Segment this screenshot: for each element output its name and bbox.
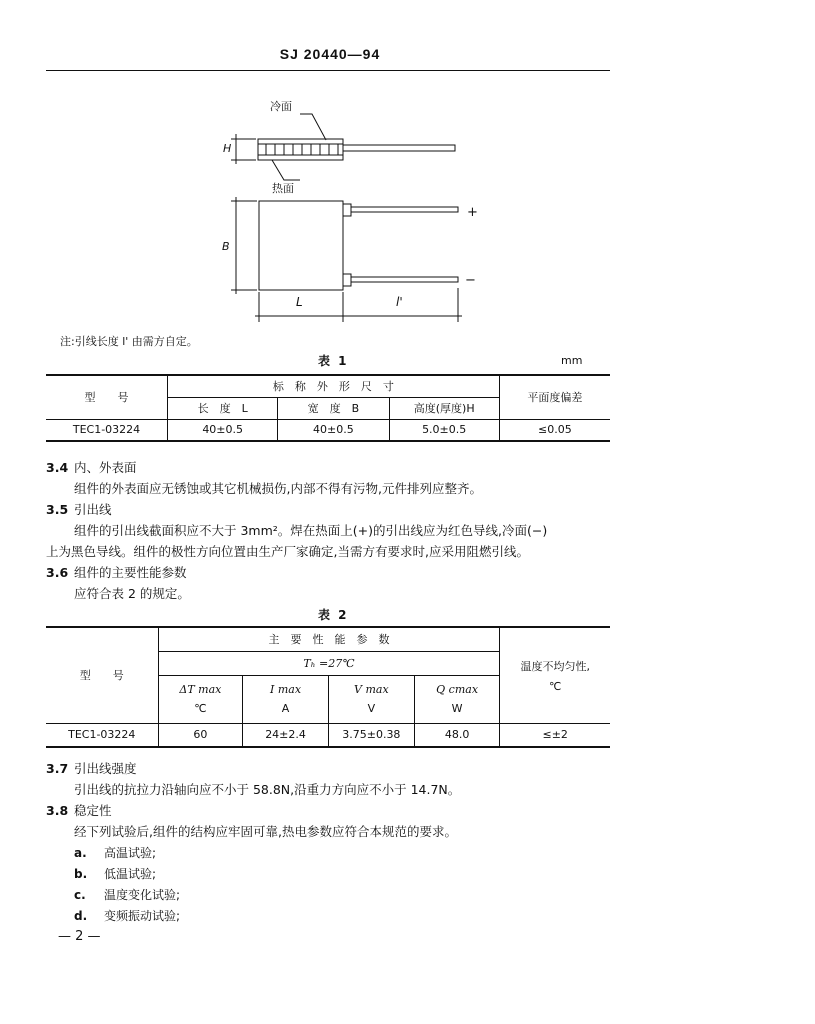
- dim-H-label: H: [223, 142, 232, 155]
- table2-header-dT-unit: ℃: [194, 702, 207, 715]
- table-row: [46, 419, 610, 441]
- table2-header-Q-unit: W: [451, 702, 463, 715]
- table2-header-model: 型 号: [46, 627, 158, 723]
- top-view: [231, 197, 462, 322]
- table1-cell-flatness: ≤0.05: [499, 419, 610, 441]
- figure-note: 注:引线长度 l' 由需方自定。: [60, 335, 198, 348]
- hot-face-label: 热面: [272, 182, 294, 195]
- dim-l-label: l': [396, 295, 403, 309]
- table2-header-Q: [414, 675, 500, 723]
- section-3-5-heading: [46, 500, 112, 518]
- dim-L-label: L: [296, 295, 303, 309]
- table2-cell-V: 3.75±0.38: [328, 723, 414, 747]
- list-item-text: 高温试验;: [104, 846, 157, 860]
- list-item: [74, 865, 156, 882]
- list-item: [74, 844, 156, 861]
- top-view-body: [259, 201, 343, 290]
- table2-header-I-label: I max: [270, 683, 302, 696]
- section-3-4-text: 组件的外表面应无锈蚀或其它机械损伤,内部不得有污物,元件排列应整齐。: [74, 481, 482, 496]
- plus-lead-wire: [351, 207, 458, 212]
- section-number: 3.7: [46, 761, 69, 776]
- table2-header-uniformity: [500, 627, 610, 723]
- list-item-letter: c.: [74, 888, 86, 902]
- side-view: [231, 114, 455, 180]
- section-number: 3.4: [46, 460, 69, 475]
- section-3-8-text: 经下列试验后,组件的结构应牢固可靠,热电参数应符合本规范的要求。: [74, 824, 457, 839]
- table2-header-uniformity-label: 温度不均匀性,: [520, 659, 590, 673]
- table2-header-Q-label: Q cmax: [436, 683, 479, 696]
- table2: [46, 626, 610, 748]
- section-3-5-text-line1: 组件的引出线截面积应不大于 3mm²。焊在热面上(+)的引出线应为红色导线,冷面(−): [74, 523, 548, 538]
- section-3-6-heading: [46, 563, 187, 581]
- list-item-text: 温度变化试验;: [104, 888, 181, 902]
- section-title: 组件的主要性能参数: [74, 565, 187, 580]
- table1-cell-height: 5.0±0.5: [389, 419, 499, 441]
- table2-header-I-unit: A: [281, 702, 290, 715]
- section-3-6-text: 应符合表 2 的规定。: [74, 586, 190, 601]
- table2-cell-model: TEC1-03224: [46, 723, 158, 747]
- section-title: 引出线强度: [74, 761, 137, 776]
- list-item-text: 低温试验;: [104, 867, 157, 881]
- table1-header-flatness: 平面度偏差: [499, 375, 610, 419]
- table-row: [46, 723, 610, 747]
- table1-header-length: 长 度 L: [168, 397, 278, 419]
- table1-header-group: 标 称 外 形 尺 寸: [168, 375, 500, 397]
- section-3-7-heading: [46, 759, 137, 777]
- section-number: 3.6: [46, 565, 69, 580]
- side-view-body: [258, 139, 343, 160]
- table2-header-V-label: V max: [354, 683, 389, 696]
- page-number: — 2 —: [58, 929, 101, 944]
- section-title: 稳定性: [74, 803, 112, 818]
- side-view-lead: [343, 145, 455, 151]
- table2-cell-dT: 60: [158, 723, 243, 747]
- table2-header-dT: [158, 675, 243, 723]
- table2-header-V: [328, 675, 414, 723]
- list-item: [74, 886, 180, 903]
- section-title: 引出线: [74, 502, 112, 517]
- table1-cell-model: TEC1-03224: [46, 419, 168, 441]
- table1-unit: mm: [561, 354, 583, 367]
- list-item-letter: b.: [74, 867, 88, 881]
- section-number: 3.5: [46, 502, 69, 517]
- dim-B-label: B: [222, 240, 230, 253]
- section-3-4-heading: [46, 458, 137, 476]
- minus-lead-block: [343, 274, 351, 286]
- table2-header-condition: Tₕ =27℃: [158, 651, 500, 675]
- list-item-text: 变频振动试验;: [104, 909, 181, 923]
- section-3-5-text-line2: 上为黑色导线。组件的极性方向位置由生产厂家确定,当需方有要求时,应采用阻燃引线。: [46, 544, 529, 559]
- cold-face-label: 冷面: [270, 100, 292, 113]
- table2-header-uniformity-unit: ℃: [549, 679, 562, 693]
- plus-lead-block: [343, 204, 351, 216]
- table2-header-dT-label: ΔT max: [179, 683, 222, 696]
- plus-terminal-label: +: [467, 205, 478, 220]
- list-item-letter: a.: [74, 846, 87, 860]
- table2-header-group: 主 要 性 能 参 数: [158, 627, 500, 651]
- list-item: [74, 907, 180, 924]
- table2-cell-Q: 48.0: [414, 723, 500, 747]
- document-code: SJ 20440—94: [279, 46, 381, 62]
- table2-title: 表 2: [318, 608, 349, 622]
- table2-cell-I: 24±2.4: [243, 723, 329, 747]
- section-number: 3.8: [46, 803, 69, 818]
- list-item-letter: d.: [74, 909, 88, 923]
- table1-cell-length: 40±0.5: [168, 419, 278, 441]
- minus-lead-wire: [351, 277, 458, 282]
- minus-terminal-label: −: [465, 273, 476, 288]
- table1-header-width: 宽 度 B: [278, 397, 389, 419]
- table1-header-model: 型 号: [46, 375, 168, 419]
- table1-title: 表 1: [318, 354, 349, 368]
- section-3-7-text: 引出线的抗拉力沿轴向应不小于 58.8N,沿重力方向应不小于 14.7N。: [74, 782, 461, 797]
- table1: [46, 374, 610, 442]
- module-dimension-figure: [0, 0, 815, 330]
- section-title: 内、外表面: [74, 460, 137, 475]
- table1-cell-width: 40±0.5: [278, 419, 389, 441]
- table2-header-I: [243, 675, 329, 723]
- section-3-8-heading: [46, 801, 112, 819]
- table1-header-height: 高度(厚度)H: [389, 397, 499, 419]
- table2-header-V-unit: V: [367, 702, 376, 715]
- table2-cell-uniformity: ≤±2: [500, 723, 610, 747]
